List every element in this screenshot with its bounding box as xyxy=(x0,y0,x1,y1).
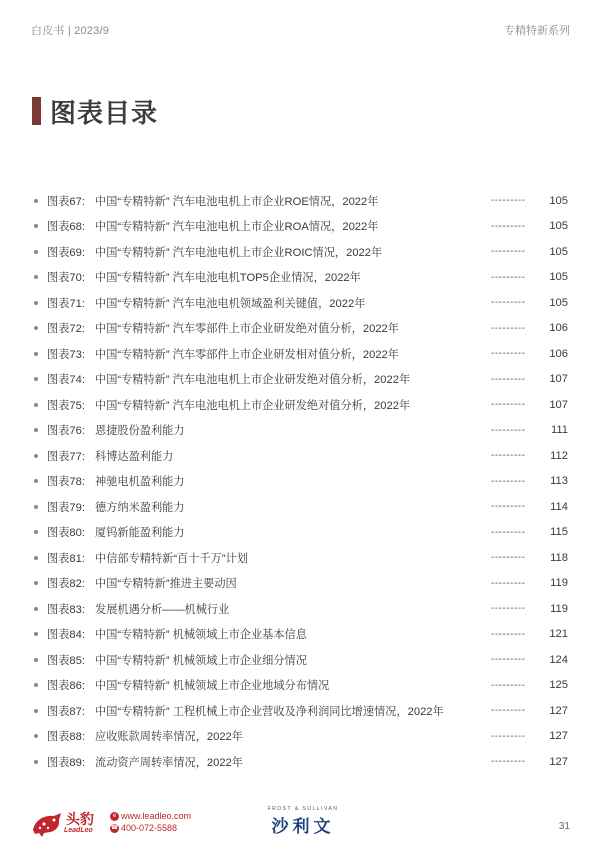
bullet-icon xyxy=(34,224,38,228)
toc-item-label: 图表84: xyxy=(47,629,85,642)
toc-item[interactable] xyxy=(34,469,568,495)
toc-item-title: 流动资产周转率情况，2022年 xyxy=(95,756,243,769)
toc-item[interactable] xyxy=(34,622,568,648)
bullet-icon xyxy=(34,581,38,585)
toc-item-page: 115 xyxy=(550,526,568,539)
toc-item-title: 中国“专精特新” 汽车电池电机上市企业研发绝对值分析，2022年 xyxy=(95,399,411,412)
toc-item[interactable] xyxy=(34,316,568,342)
bullet-icon xyxy=(34,632,38,636)
frost-sullivan-chinese: 沙利文 xyxy=(271,817,335,836)
toc-item[interactable] xyxy=(34,749,568,775)
logo-subtext: LeadLeo xyxy=(64,827,93,834)
toc-item-label: 图表85: xyxy=(47,654,85,667)
toc-leader: --------- xyxy=(491,271,526,283)
toc-leader: --------- xyxy=(491,756,526,768)
bullet-icon xyxy=(34,403,38,407)
toc-item[interactable] xyxy=(34,290,568,316)
web-icon: e xyxy=(110,812,119,821)
bullet-icon xyxy=(34,709,38,713)
logo-text: 头豹 xyxy=(66,811,94,827)
toc-item[interactable] xyxy=(34,494,568,520)
toc-leader: --------- xyxy=(491,424,526,436)
toc-leader: --------- xyxy=(491,577,526,589)
bullet-icon xyxy=(34,250,38,254)
bullet-icon xyxy=(34,199,38,203)
bullet-icon xyxy=(34,275,38,279)
toc-item-title: 中信部专精特新“百十千万”计划 xyxy=(95,552,248,565)
toc-leader: --------- xyxy=(491,501,526,513)
contact-info xyxy=(110,810,191,834)
toc-item-label: 图表67: xyxy=(47,195,85,208)
toc-item-title: 中国“专精特新” 汽车零部件上市企业研发相对值分析，2022年 xyxy=(95,348,399,361)
toc-item-title: 中国“专精特新” 汽车零部件上市企业研发绝对值分析，2022年 xyxy=(95,323,399,336)
toc-item[interactable] xyxy=(34,418,568,444)
toc-item[interactable] xyxy=(34,647,568,673)
toc-item[interactable] xyxy=(34,265,568,291)
toc-item-page: 118 xyxy=(550,551,568,564)
toc-item[interactable] xyxy=(34,392,568,418)
toc-leader: --------- xyxy=(491,195,526,207)
page-title-block xyxy=(32,96,158,126)
toc-leader: --------- xyxy=(491,603,526,615)
toc-item-page: 105 xyxy=(549,271,568,284)
bullet-icon xyxy=(34,377,38,381)
toc-item-label: 图表73: xyxy=(47,348,85,361)
toc-item-page: 106 xyxy=(549,347,568,360)
website-line xyxy=(110,810,191,822)
toc-item-label: 图表72: xyxy=(47,323,85,336)
toc-leader: --------- xyxy=(491,705,526,717)
toc-leader: --------- xyxy=(491,628,526,640)
toc-item[interactable] xyxy=(34,341,568,367)
toc-item-page: 121 xyxy=(549,628,568,641)
bullet-icon xyxy=(34,734,38,738)
toc-leader: --------- xyxy=(491,373,526,385)
toc-item-label: 图表77: xyxy=(47,450,85,463)
toc-item-page: 107 xyxy=(549,398,568,411)
toc-item-label: 图表82: xyxy=(47,578,85,591)
page-number: 31 xyxy=(558,821,570,832)
bullet-icon xyxy=(34,428,38,432)
toc-item-label: 图表78: xyxy=(47,476,85,489)
toc-leader: --------- xyxy=(491,220,526,232)
toc-leader: --------- xyxy=(491,348,526,360)
toc-item-page: 107 xyxy=(549,373,568,386)
toc-item-page: 125 xyxy=(549,679,568,692)
toc-item-page: 111 xyxy=(550,424,568,437)
toc-item-title: 中国“专精特新” 汽车电池电机上市企业ROA情况，2022年 xyxy=(95,221,379,234)
bullet-icon xyxy=(34,301,38,305)
table-of-figures xyxy=(34,188,568,775)
bullet-icon xyxy=(34,479,38,483)
toc-item[interactable] xyxy=(34,673,568,699)
toc-leader: --------- xyxy=(491,297,526,309)
toc-item-label: 图表80: xyxy=(47,527,85,540)
toc-item-title: 中国“专精特新” 工程机械上市企业营收及净利润同比增速情况，2022年 xyxy=(95,705,444,718)
toc-item-page: 105 xyxy=(549,220,568,233)
toc-item[interactable] xyxy=(34,188,568,214)
toc-item-page: 113 xyxy=(550,475,568,488)
toc-item-label: 图表68: xyxy=(47,221,85,234)
toc-item-label: 图表89: xyxy=(47,756,85,769)
website-link[interactable]: www.leadleo.com xyxy=(121,811,192,821)
toc-item-label: 图表74: xyxy=(47,374,85,387)
bullet-icon xyxy=(34,352,38,356)
toc-item-title: 中国“专精特新” 机械领域上市企业地域分布情况 xyxy=(95,680,330,693)
toc-item-label: 图表87: xyxy=(47,705,85,718)
bullet-icon xyxy=(34,607,38,611)
toc-item-label: 图表88: xyxy=(47,731,85,744)
toc-item-page: 127 xyxy=(549,704,568,717)
toc-item-title: 德方纳米盈利能力 xyxy=(95,501,185,514)
toc-item-title: 恩捷股份盈利能力 xyxy=(95,425,185,438)
bullet-icon xyxy=(34,760,38,764)
frost-sullivan-logo xyxy=(258,806,348,837)
toc-item-page: 114 xyxy=(550,500,568,513)
toc-leader: --------- xyxy=(491,475,526,487)
toc-item-title: 中国“专精特新” 汽车电池电机TOP5企业情况，2022年 xyxy=(95,272,361,285)
toc-item-page: 112 xyxy=(550,449,568,462)
toc-item-page: 105 xyxy=(549,296,568,309)
bullet-icon xyxy=(34,658,38,662)
toc-leader: --------- xyxy=(491,730,526,742)
toc-item[interactable] xyxy=(34,214,568,240)
toc-leader: --------- xyxy=(491,552,526,564)
toc-item-label: 图表76: xyxy=(47,425,85,438)
toc-leader: --------- xyxy=(491,526,526,538)
toc-item-title: 发展机遇分析——机械行业 xyxy=(95,603,230,616)
toc-item-title: 神驰电机盈利能力 xyxy=(95,476,185,489)
toc-item-label: 图表83: xyxy=(47,603,85,616)
toc-leader: --------- xyxy=(491,246,526,258)
toc-item-title: 应收账款周转率情况，2022年 xyxy=(95,731,243,744)
toc-item[interactable] xyxy=(34,724,568,750)
bullet-icon xyxy=(34,326,38,330)
toc-item-page: 119 xyxy=(550,577,568,590)
toc-item-page: 105 xyxy=(549,245,568,258)
toc-item[interactable] xyxy=(34,596,568,622)
toc-leader: --------- xyxy=(491,450,526,462)
toc-item-title: 科博达盈利能力 xyxy=(95,450,174,463)
toc-item-page: 119 xyxy=(550,602,568,615)
toc-item-title: 中国“专精特新” 汽车电池电机上市企业ROE情况，2022年 xyxy=(95,195,379,208)
toc-item-title: 中国“专精特新” 机械领域上市企业细分情况 xyxy=(95,654,307,667)
bullet-icon xyxy=(34,683,38,687)
toc-item[interactable] xyxy=(34,545,568,571)
toc-item-title: 中国“专精特新” 汽车电池电机上市企业ROIC情况，2022年 xyxy=(95,246,383,259)
toc-item-page: 127 xyxy=(549,755,568,768)
toc-item-page: 105 xyxy=(549,194,568,207)
bullet-icon xyxy=(34,556,38,560)
bullet-icon xyxy=(34,454,38,458)
toc-item[interactable] xyxy=(34,571,568,597)
toc-leader: --------- xyxy=(491,322,526,334)
toc-item-title: 中国“专精特新” 汽车电池电机领域盈利关键值，2022年 xyxy=(95,297,366,310)
toc-item[interactable] xyxy=(34,698,568,724)
frost-sullivan-text: FROST & SULLIVAN xyxy=(267,806,339,812)
toc-item-label: 图表70: xyxy=(47,272,85,285)
bullet-icon xyxy=(34,505,38,509)
toc-item[interactable] xyxy=(34,520,568,546)
toc-item-page: 124 xyxy=(549,653,568,666)
toc-item-label: 图表79: xyxy=(47,501,85,514)
toc-item-title: 中国“专精特新” 汽车电池电机上市企业研发绝对值分析，2022年 xyxy=(95,374,411,387)
toc-item-page: 106 xyxy=(549,322,568,335)
header-series: 专精特新系列 xyxy=(504,25,570,37)
toc-item[interactable] xyxy=(34,367,568,393)
leopard-logo-icon xyxy=(30,806,64,840)
toc-item-page: 127 xyxy=(549,730,568,743)
toc-item-label: 图表81: xyxy=(47,552,85,565)
toc-item-label: 图表75: xyxy=(47,399,85,412)
phone-number: 400-072-5588 xyxy=(121,823,178,833)
page-title: 图表目录 xyxy=(50,97,159,128)
toc-leader: --------- xyxy=(491,399,526,411)
toc-leader: --------- xyxy=(491,654,526,666)
toc-item-title: 厦钨新能盈利能力 xyxy=(95,527,185,540)
title-accent-bar xyxy=(32,97,41,125)
bullet-icon xyxy=(34,530,38,534)
toc-item[interactable] xyxy=(34,239,568,265)
toc-item-title: 中国“专精特新” 机械领域上市企业基本信息 xyxy=(95,629,307,642)
toc-item-label: 图表71: xyxy=(47,297,85,310)
leadleo-logo xyxy=(30,806,94,840)
toc-item[interactable] xyxy=(34,443,568,469)
toc-leader: --------- xyxy=(491,679,526,691)
phone-icon: ☎ xyxy=(110,825,119,832)
header-left: 白皮书 | 2023/9 xyxy=(31,25,110,37)
phone-line xyxy=(110,822,191,834)
toc-item-label: 图表86: xyxy=(47,680,85,693)
toc-item-title: 中国“专精特新”推进主要动因 xyxy=(95,578,237,591)
toc-item-label: 图表69: xyxy=(47,246,85,259)
